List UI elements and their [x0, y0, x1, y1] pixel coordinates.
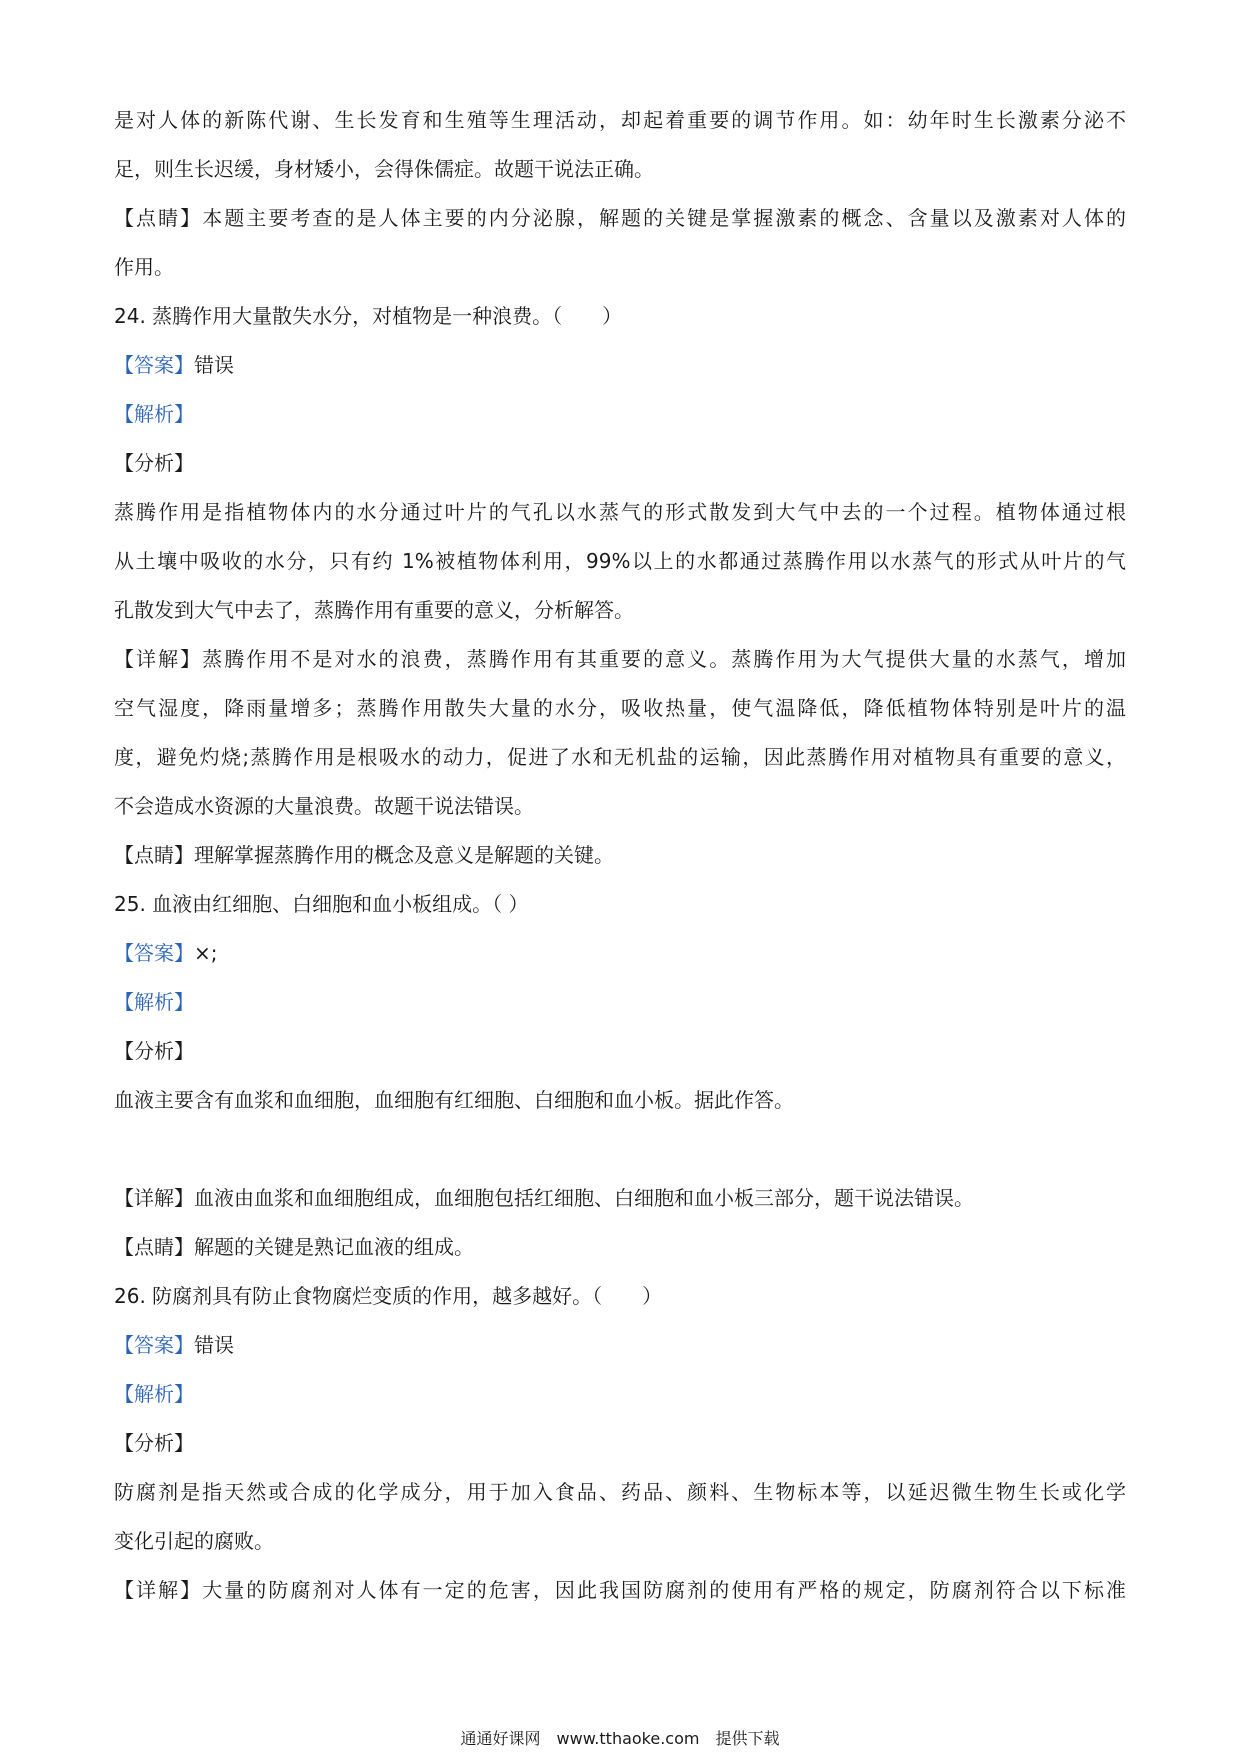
q26-fenxi-label: 【分析】 [114, 1431, 194, 1455]
q23-dianjing-line-2: 作用。 [114, 255, 174, 279]
q23-dianjing-label: 【点睛】 [114, 206, 203, 230]
spacer [114, 1125, 1126, 1174]
q24-dianjing-line [114, 831, 1126, 880]
q24-xiangjie-line-3: 度，避免灼烧;蒸腾作用是根吸水的动力，促进了水和无机盐的运输，因此蒸腾作用对植物具有重要的意义， [114, 745, 1126, 769]
q23-dianjing-line-1 [114, 194, 1126, 243]
q25-jiexi-label: 【解析】 [114, 990, 194, 1014]
q24-xiangjie-label: 【详解】 [114, 647, 203, 671]
q24-fenxi-line-3: 孔散发到大气中去了，蒸腾作用有重要的意义，分析解答。 [114, 598, 634, 622]
q24-dianjing-text: 理解掌握蒸腾作用的概念及意义是解题的关键。 [194, 843, 614, 867]
q26-answer-label: 【答案】 [114, 1333, 194, 1357]
q26-fenxi-line-1: 防腐剂是指天然或合成的化学成分，用于加入食品、药品、颜料、生物标本等，以延迟微生物生长或化学 [114, 1480, 1126, 1504]
q24-answer-label: 【答案】 [114, 353, 194, 377]
q25-dianjing-label: 【点睛】 [114, 1235, 194, 1259]
q26-question: 26. 防腐剂具有防止食物腐烂变质的作用，越多越好。（ ） [114, 1284, 663, 1308]
q24-question: 24. 蒸腾作用大量散失水分，对植物是一种浪费。（ ） [114, 304, 623, 328]
page-footer: 通通好课网 www.tthaoke.com 提供下载 [460, 1729, 780, 1748]
q24-dianjing-label: 【点睛】 [114, 843, 194, 867]
q25-xiangjie-label: 【详解】 [114, 1186, 194, 1210]
q26-answer-value: 错误 [194, 1333, 234, 1357]
q26-jiexi-label: 【解析】 [114, 1382, 194, 1406]
q25-answer-line [114, 929, 1126, 978]
q25-answer-value: ×; [194, 941, 218, 965]
q25-question: 25. 血液由红细胞、白细胞和血小板组成。（ ） [114, 892, 529, 916]
q23-explain-line-2: 足，则生长迟缓，身材矮小，会得侏儒症。故题干说法正确。 [114, 157, 654, 181]
document-body [114, 96, 1126, 1615]
q24-answer-value: 错误 [194, 353, 234, 377]
q25-xiangjie-text: 血液由血浆和血细胞组成，血细胞包括红细胞、白细胞和血小板三部分，题干说法错误。 [194, 1186, 974, 1210]
q26-xiangjie-label: 【详解】 [114, 1578, 203, 1602]
q24-xiangjie-line-4: 不会造成水资源的大量浪费。故题干说法错误。 [114, 794, 534, 818]
q25-fenxi-label: 【分析】 [114, 1039, 194, 1063]
q26-answer-line [114, 1321, 1126, 1370]
q25-answer-label: 【答案】 [114, 941, 194, 965]
q25-fenxi-line-1: 血液主要含有血浆和血细胞，血细胞有红细胞、白细胞和血小板。据此作答。 [114, 1088, 794, 1112]
q25-xiangjie-line [114, 1174, 1126, 1223]
q24-fenxi-line-2: 从土壤中吸收的水分，只有约 1%被植物体利用，99%以上的水都通过蒸腾作用以水蒸气的形式从叶片的气 [114, 549, 1126, 573]
q24-fenxi-label: 【分析】 [114, 451, 194, 475]
q24-answer-line [114, 341, 1126, 390]
q24-xiangjie-line-1 [114, 635, 1126, 684]
q25-dianjing-line [114, 1223, 1126, 1272]
q24-jiexi-label: 【解析】 [114, 402, 194, 426]
q24-fenxi-line-1: 蒸腾作用是指植物体内的水分通过叶片的气孔以水蒸气的形式散发到大气中去的一个过程。植物体通过根 [114, 500, 1126, 524]
q26-xiangjie-text: 大量的防腐剂对人体有一定的危害，因此我国防腐剂的使用有严格的规定，防腐剂符合以下标准 [202, 1578, 1126, 1602]
q24-xiangjie-line-2: 空气湿度，降雨量增多；蒸腾作用散失大量的水分，吸收热量，使气温降低，降低植物体特别是叶片的温 [114, 696, 1126, 720]
q26-fenxi-line-2: 变化引起的腐败。 [114, 1529, 274, 1553]
q26-xiangjie-line-1 [114, 1566, 1126, 1615]
q24-xiangjie-text: 蒸腾作用不是对水的浪费，蒸腾作用有其重要的意义。蒸腾作用为大气提供大量的水蒸气，增加 [202, 647, 1126, 671]
q25-dianjing-text: 解题的关键是熟记血液的组成。 [194, 1235, 474, 1259]
q23-explain-line-1: 是对人体的新陈代谢、生长发育和生殖等生理活动，却起着重要的调节作用。如：幼年时生长激素分泌不 [114, 108, 1126, 132]
q23-dianjing-text: 本题主要考查的是人体主要的内分泌腺，解题的关键是掌握激素的概念、含量以及激素对人体的 [202, 206, 1126, 230]
